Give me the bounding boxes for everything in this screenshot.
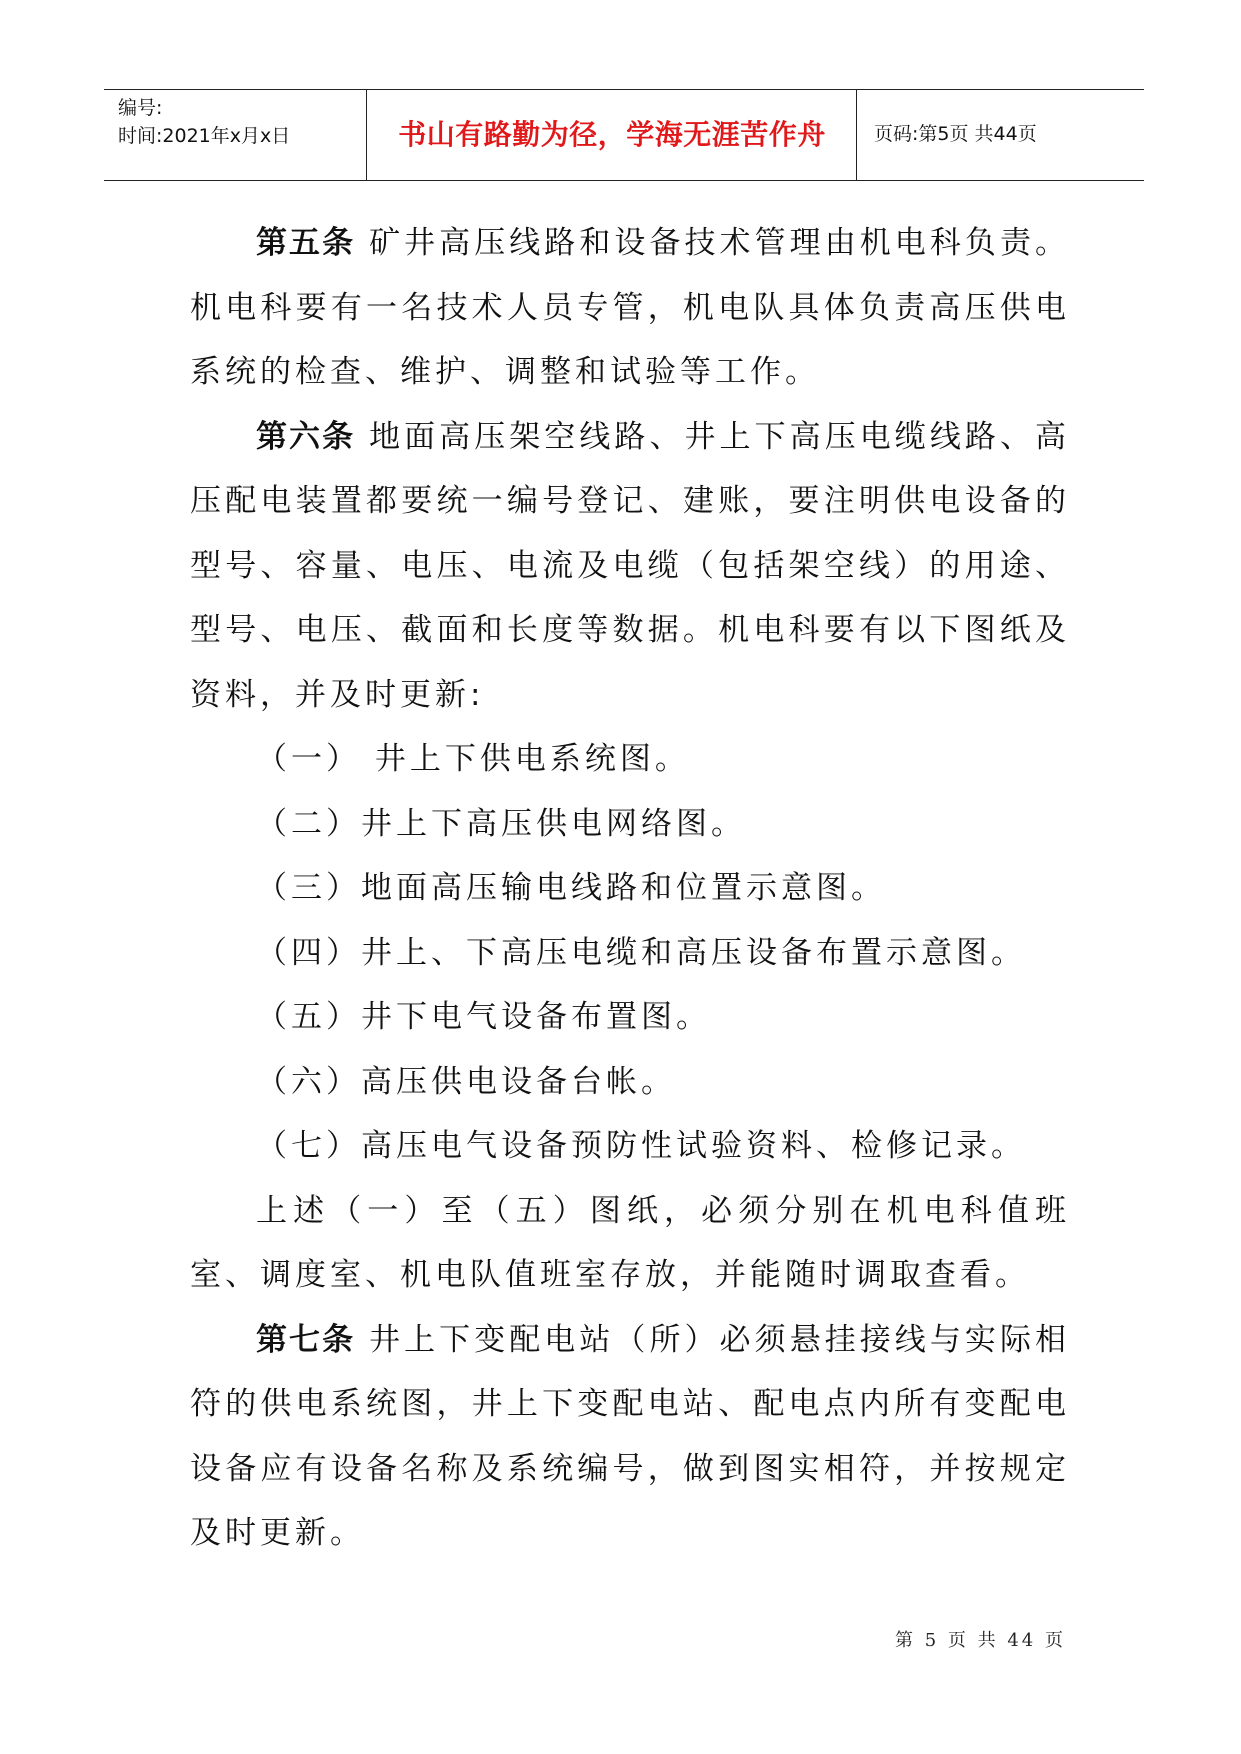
header-meta (118, 94, 368, 150)
article-5-text: 矿井高压线路和设备技术管理由机电科负责。机电科要有一名技术人员专管，机电队具体负责高压供电系统的检查、维护、调整和试验等工作。 (190, 225, 1071, 390)
article-6-text: 地面高压架空线路、井上下高压电缆线路、高压配电装置都要统一编号登记、建账，要注明供电设备的型号、容量、电压、电流及电缆（包括架空线）的用途、型号、电压、截面和长度等数据。机电科要有以下图纸及资料，并及时更新: (190, 418, 1071, 713)
page-footer: 第 5 页 共 44 页 (895, 1630, 1066, 1651)
header-motto: 书山有路勤为径，学海无涯苦作舟 (398, 118, 826, 151)
header-divider (366, 90, 367, 180)
article-7-text: 井上下变配电站（所）必须悬挂接线与实际相符的供电系统图，井上下变配电站、配电点内所有变配电设备应有设备名称及系统编号，做到图实相符，并按规定及时更新。 (190, 1321, 1071, 1551)
article-5-paragraph (190, 211, 1070, 405)
storage-note-paragraph: 上述（一）至（五）图纸，必须分别在机电科值班室、调度室、机电队值班室存放，并能随时调取查看。 (190, 1192, 1070, 1293)
list-item: （三）地面高压输电线路和位置示意图。 (256, 870, 886, 906)
list-item: （五）井下电气设备布置图。 (256, 999, 711, 1035)
list-item: （二）井上下高压供电网络图。 (256, 805, 746, 842)
list-item: （一） 井上下供电系统图。 (256, 741, 690, 777)
header-divider (856, 90, 857, 180)
list-item: （四）井上、下高压电缆和高压设备布置示意图。 (256, 934, 1026, 971)
article-7-label: 第七条 (256, 1321, 356, 1358)
list-item: （七）高压电气设备预防性试验资料、检修记录。 (256, 1128, 1026, 1164)
page-header (104, 89, 1144, 181)
article-5-label: 第五条 (256, 225, 356, 261)
list-item: （六）高压供电设备台帐。 (256, 1063, 676, 1100)
header-page-info: 页码:第5页 共44页 (874, 123, 1037, 145)
document-number-label: 编号: (118, 97, 163, 119)
article-6-label: 第六条 (256, 418, 356, 455)
document-time: 时间:2021年x月x日 (118, 125, 291, 147)
article-7-paragraph (190, 1308, 1070, 1566)
document-body (190, 211, 1070, 1566)
article-6-paragraph (190, 405, 1070, 728)
